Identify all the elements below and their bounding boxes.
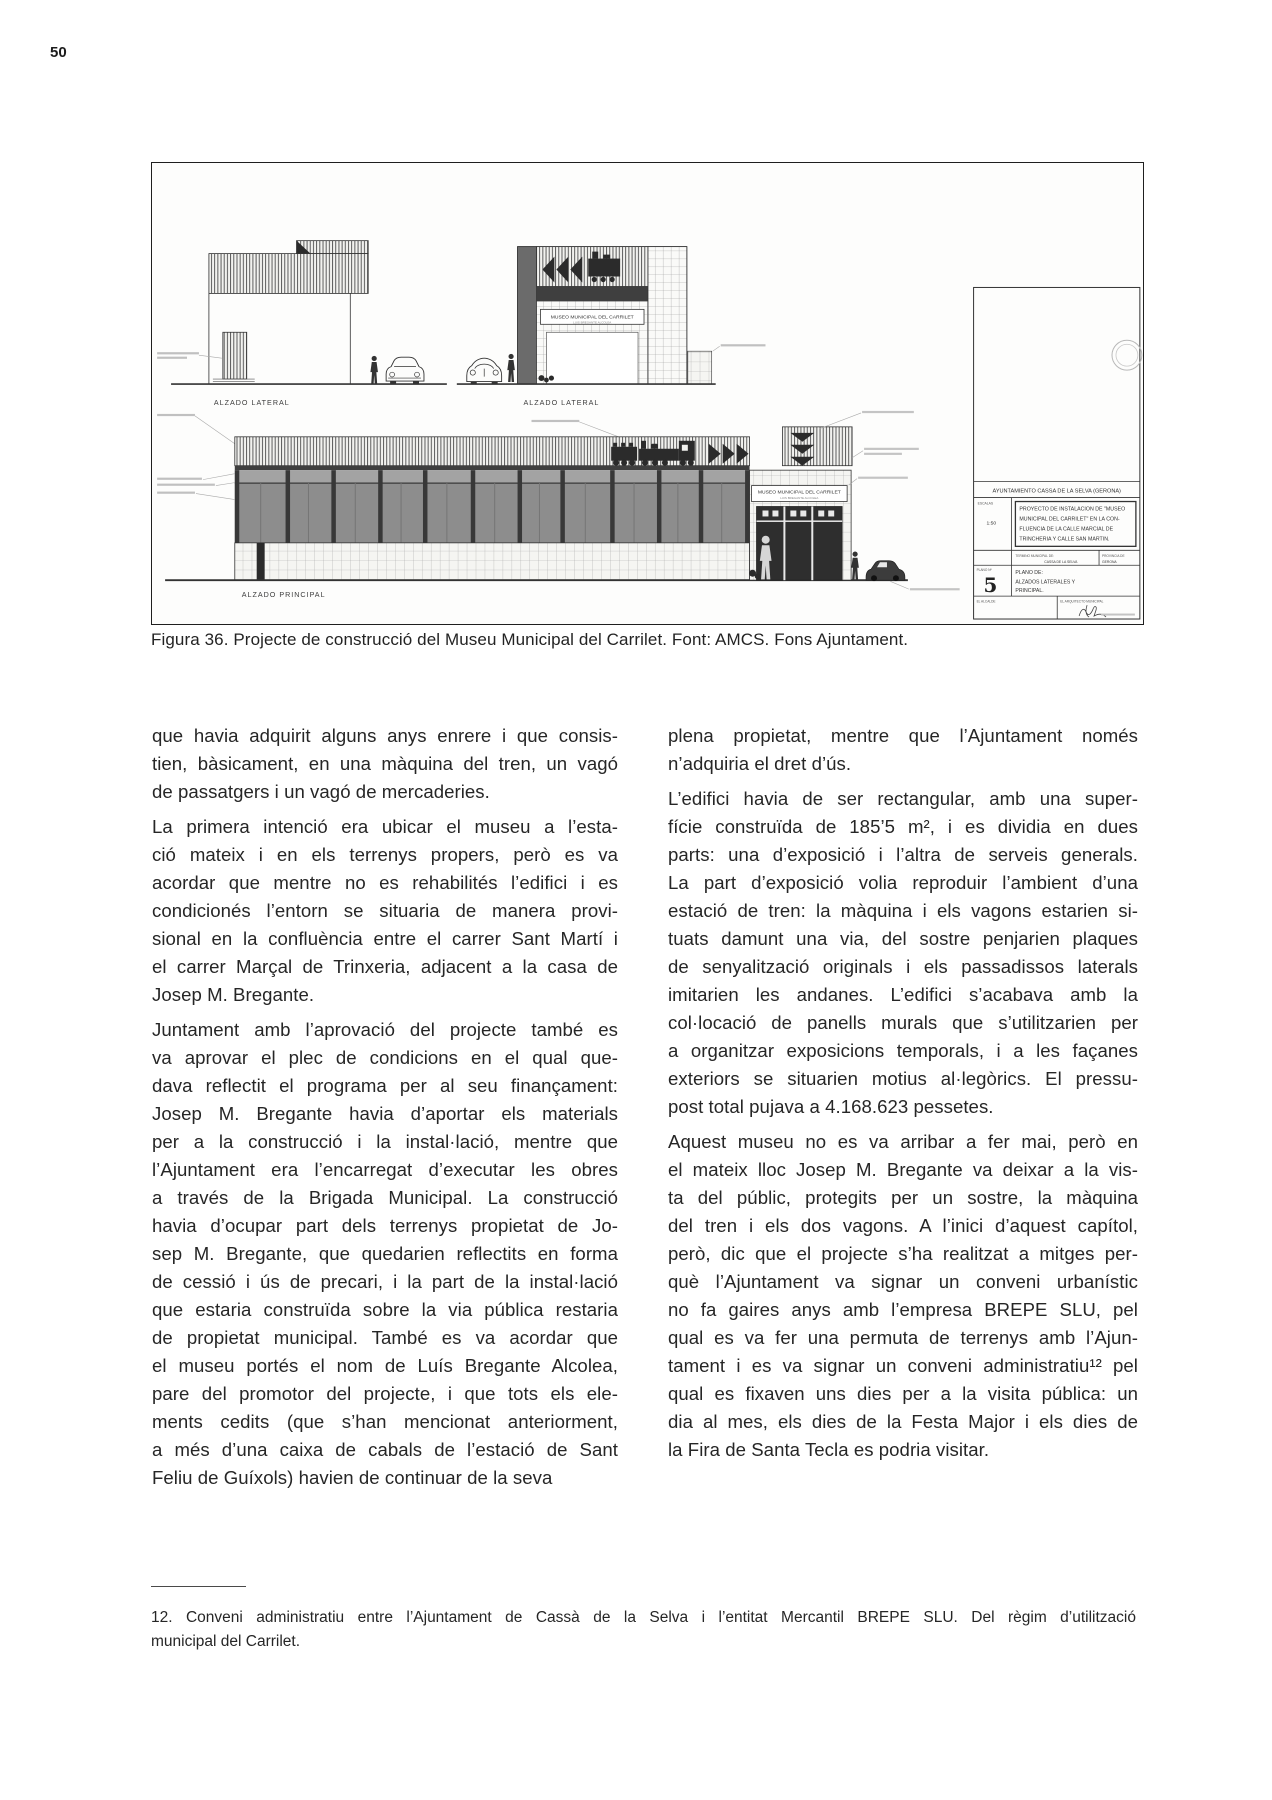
text-line: tament i es va signar un conveni administratiu¹² pel [668,1355,1138,1376]
annotation-note [157,357,187,359]
text-line: ments cedits (que s’han mencionat anteriorment, [152,1411,618,1432]
provincia-value: GERONA [1102,559,1117,564]
text-line: qual es fixaven uns dies per a la visita pública: un [668,1383,1138,1404]
text-line: post total pujava a 4.168.623 pessetes. [668,1096,994,1117]
dark-pillar [518,247,537,384]
tiled-corner-column [648,247,687,384]
text-line: Aquest museu no es va arribar a fer mai, però en [668,1131,1138,1152]
plano-de-line: PRINCIPAL. [1015,588,1044,595]
car-figure-front [386,357,424,383]
text-line: que estaria construïda sobre la via pública restaria [152,1299,618,1320]
project-title-line: TRINCHERIA Y CALLE SAN MARTIN. [1019,536,1110,543]
text-line: de passatgers i un vagó de mercaderies. [152,781,490,802]
text-line: ta del públic, protegits per un sostre, la màquina [668,1187,1138,1208]
eave-strip [235,466,750,470]
title-block-header: AYUNTAMIENTO CASSA DE LA SELVA (GERONA) [992,488,1121,495]
text-line: sional en la confluència entre el carrer Sant Martí i [152,928,618,949]
plano-num-value: 5 [983,573,998,598]
text-line: de senyalització originals i els passadissos laterals [668,956,1138,977]
text-line: condicionés l’entorn se situaria de manera provi- [152,900,618,921]
paragraph [668,722,1138,778]
annotation-note [157,352,199,354]
page-number: 50 [50,44,67,61]
escalas-label: ESCALAS [977,501,994,506]
text-line: havia d’ocupar part dels terrenys propietat de Jo- [152,1215,618,1236]
footnote [151,1606,1136,1653]
window-transom-strip [235,470,750,483]
text-line: acordar que mentre no es rehabilités l’edifici i es [152,872,618,893]
recessed-opening [546,332,638,384]
person-figure [370,356,378,384]
text-line: tien, bàsicament, en una màquina del tren, un vagó [152,753,618,774]
text-line: Juntament amb l’aprovació del projecte també es [152,1019,618,1040]
text-line: imitarien les andanes. L’edifici s’acabava amb la [668,984,1138,1005]
paragraph [152,813,618,1009]
text-line: a més d’una caixa de cabals de l’estació de Sant [152,1439,618,1460]
text-line: no fa gaires anys amb l’empresa BREPE SLU, pel [668,1299,1138,1320]
label-alzado-lateral-right: ALZADO LATERAL [523,398,600,407]
text-line: a través de la Brigada Municipal. La construcció [152,1187,618,1208]
text-line: el museu portés el nom de Luís Bregante Alcolea, [152,1355,618,1376]
plano-de-line: ALZADOS LATERALES Y [1015,579,1076,586]
dark-fascia-strip [536,286,648,301]
dark-accent-pillar [257,543,265,580]
window-glass-band [235,483,750,543]
text-line: ció mateix i en els terrenys propers, però es va [152,844,618,865]
annotation-note [721,344,766,346]
text-line: a organitzar exposicions temporals, i a les façanes [668,1040,1138,1061]
text-line: dava reflectit el programa per al seu finançament: [152,1075,618,1096]
text-line: qual es va fer una permuta de terrenys amb l’Ajun- [668,1327,1138,1348]
text-line: Josep M. Bregante. [152,984,315,1005]
text-line: parts: una d’exposició i l’altra de serveis generals. [668,844,1138,865]
annotation-leader-line [579,422,621,438]
plano-num-label: PLANO Nº [976,568,992,573]
car-figure-front [467,358,502,384]
project-title-line: FLUENCIA DE LA CALLE MARCIAL DE [1019,526,1114,533]
title-block-frame [974,287,1140,619]
project-title-line: PROYECTO DE INSTALACION DE "MUSEO [1019,506,1126,513]
text-line: sep M. Bregante, que quedarien reflectits en forma [152,1243,618,1264]
text-line: exteriors se situarien motius al·legòrics. El pressu- [668,1068,1138,1089]
label-alzado-principal: ALZADO PRINCIPAL [241,591,326,600]
text-line: La primera intenció era ubicar el museu a l’esta- [152,816,618,837]
text-line: per a la construcció i la instal·lació, mentre que [152,1131,618,1152]
text-line: Feliu de Guíxols) havien de continuar de la seva [152,1467,553,1488]
right-lateral-elevation [457,247,766,407]
text-line: plena propietat, mentre que l’Ajuntament només [668,725,1138,746]
label-alzado-lateral-left: ALZADO LATERAL [213,398,290,407]
text-line: del tren i els dos vagons. A l’inici d’aquest capítol, [668,1215,1138,1236]
escalas-value: 1:50 [986,521,997,527]
text-line: 12. Conveni administratiu entre l’Ajuntament de Cassà de la Selva i l’entitat Mercantil BREPE SLU. Del règim d’utilització [151,1609,1136,1626]
title-block [974,287,1142,619]
text-line: el mateix lloc Josep M. Bregante va deixar a la vis- [668,1159,1138,1180]
door [223,332,247,379]
text-line: de cessió i ús de precari, i la part de la instal·lació [152,1271,618,1292]
arquitecto-label: EL ARQUITECTO MUNICIPAL [1060,599,1104,604]
person-figure [507,354,515,382]
entrance-sign-text: MUSEO MUNICIPAL DEL CARRILET [757,490,841,496]
provincia-label: PROVINCIA DE [1102,553,1125,558]
paragraph [668,785,1138,1121]
building-sign-subtext: LUIS BREGANTE ALCOLEA [573,320,612,325]
paragraph [152,1016,618,1492]
text-line: que havia adquirit alguns anys enrere i que consis- [152,725,618,746]
architectural-drawing [152,163,1143,624]
car-figure-side [866,561,905,581]
paragraph [152,722,618,806]
text-line: la Fira de Santa Tecla es podria visitar. [668,1439,990,1460]
text-line: pare del promotor del projecte, i que tots els ele- [152,1383,618,1404]
building-sign-text: MUSEO MUNICIPAL DEL CARRILET [550,315,634,321]
side-wing [688,351,712,384]
termino-label: TERMINO MUNICIPAL DE: [1015,553,1054,558]
figure-architectural-drawing [151,162,1144,625]
person-figure [851,552,859,580]
annotation-leader-line [713,346,720,351]
body-column-left [152,722,618,1492]
text-line: va aprovar el plec de condicions en el qual que- [152,1047,618,1068]
entrance-sign-subtext: LUIS BREGANTE ALCOLEA [780,496,819,501]
annotation-leader-line [195,416,235,444]
annotation-notes-left [157,474,235,500]
text-line: estació de tren: la màquina i els vagons estarien si- [668,900,1138,921]
body-column-right [668,722,1138,1464]
text-line: l’Ajuntament era l’encarregat d’executar les obres [152,1159,618,1180]
left-lateral-elevation [157,241,447,407]
text-line: però, dic que el projecte s’ha realitzat a mitges per- [668,1243,1138,1264]
footnote-separator [151,1586,246,1587]
text-line: fície construïda de 185’5 m², i es dividia en dues [668,816,1138,837]
text-line: municipal del Carrilet. [151,1632,301,1650]
text-line: tuats damunt una via, del sostre penjarien plaques [668,928,1138,949]
alcalde-label: EL ALCALDE [976,599,996,604]
annotation-note [1101,614,1135,616]
plano-de-label: PLANO DE: [1015,570,1043,577]
entrance-facade [749,411,960,590]
corrugated-roof-band [209,254,368,294]
figure-caption: Figura 36. Projecte de construcció del Museu Municipal del Carrilet. Font: AMCS. Fons Ajuntament. [151,630,909,649]
text-line: dia al mes, els dies de la Festa Major i els dies de [668,1411,1138,1432]
text-line: Josep M. Bregante havia d’aportar els materials [152,1103,618,1124]
text-line: L’edifici havia de ser rectangular, amb una super- [668,788,1138,809]
text-line: La part d’exposició volia reproduir l’ambient d’una [668,872,1138,893]
train-silhouette [609,441,699,466]
paragraph [668,1128,1138,1464]
text-line: el carrer Marçal de Trinxeria, adjacent a la casa de [152,956,618,977]
text-line: col·locació de panells murals que s’utilitzarien per [668,1012,1138,1033]
annotation-note [157,414,195,416]
termino-value: CASSA DE LA SELVA [1044,559,1078,564]
text-line: què l’Ajuntament va signar un conveni urbanístic [668,1271,1138,1292]
project-title-line: MUNICIPAL DEL CARRILET" EN LA CON- [1019,516,1120,523]
annotation-note [532,420,580,422]
text-line: n’adquiria el dret d’ús. [668,753,852,774]
text-line: de propietat municipal. També es va acordar que [152,1327,618,1348]
tiled-base-band [235,543,750,580]
